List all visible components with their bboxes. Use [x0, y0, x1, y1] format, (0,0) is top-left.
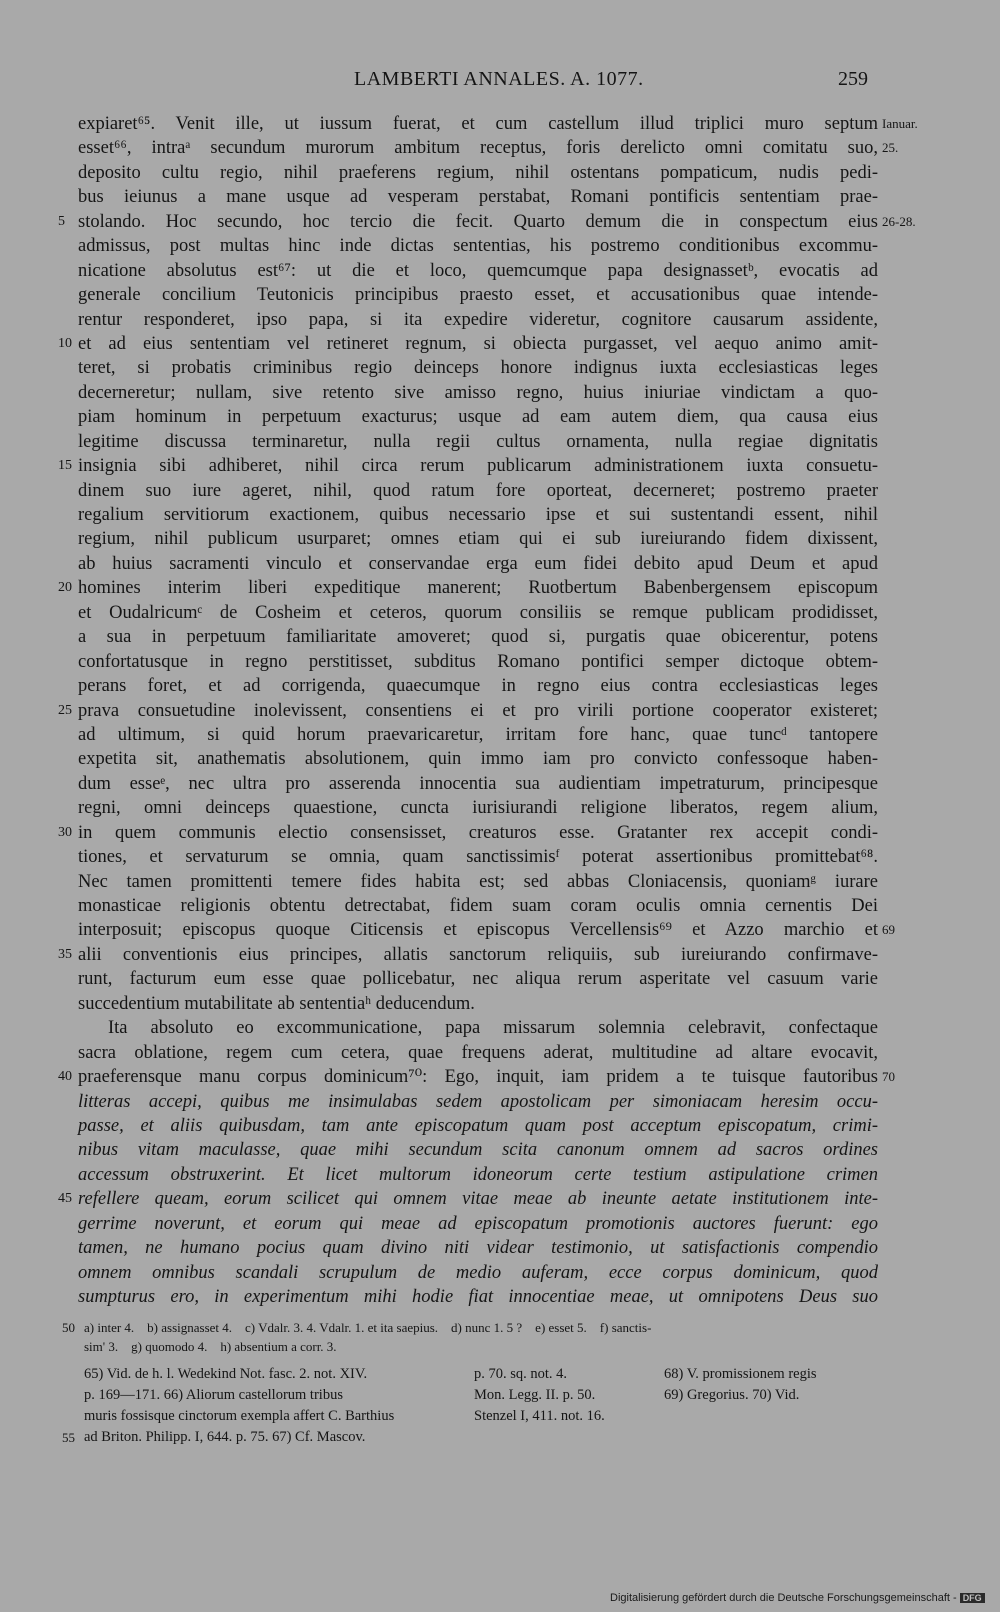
text-line	[78, 723, 878, 747]
footnote-text: 69) Gregorius. 70) Vid.	[664, 1387, 800, 1403]
footnote-row	[84, 1406, 884, 1427]
line-number: 40	[58, 1069, 72, 1085]
line-text: regni, omni deinceps quaestione, cuncta iurisiurandi religione liberatos, regem alium,	[78, 798, 878, 819]
line-text: decerneretur; nullam, sive retento sive amisso regno, huius iniuriae vindictam a quo-	[78, 382, 878, 403]
text-line	[78, 625, 878, 649]
text-line	[78, 552, 878, 576]
line-text: passe, et aliis quibusdam, tam ante episcopatum quam post acceptum episcopatum, crimi-	[78, 1115, 878, 1136]
text-line	[78, 356, 878, 380]
text-line	[58, 210, 916, 234]
text-line	[78, 283, 878, 307]
text-line	[58, 1065, 895, 1089]
text-line	[78, 1212, 878, 1236]
line-text: dinem suo iure ageret, nihil, quod ratum fore oporteat, decerneret; postremo praeter	[78, 480, 878, 501]
text-line	[78, 747, 878, 771]
line-text: litteras accepi, quibus me insimulabas sedem apostolicam per simoniacam heresim occu-	[78, 1091, 878, 1112]
text-line	[58, 576, 878, 600]
critical-apparatus	[62, 1318, 884, 1356]
page-number: 259	[838, 68, 868, 90]
footnote-row	[84, 1364, 884, 1385]
text-line	[78, 185, 878, 209]
text-line	[78, 870, 878, 894]
line-number: 35	[58, 946, 72, 962]
text-line	[58, 332, 878, 356]
text-line	[78, 1041, 878, 1065]
text-line	[78, 308, 878, 332]
text-line	[78, 918, 895, 942]
line-text: admissus, post multas hinc inde dictas sententias, his postremo conditionibus excommu-	[78, 236, 878, 257]
line-text: succedentium mutabilitate ab sententiaʰ deducendum.	[78, 993, 475, 1014]
text-line	[58, 454, 878, 478]
footnote-text: 68) V. promissionem regis	[664, 1366, 817, 1382]
text-line	[78, 1236, 878, 1260]
dfg-logo: DFG	[960, 1593, 985, 1603]
line-text: nicatione absolutus est⁶⁷: ut die et loco, quemcumque papa designassetᵇ, evocatis ad	[78, 260, 878, 281]
line-text: alii conventionis eius principes, allatis sanctorum reliquiis, sub iureiurando confirmave-	[78, 944, 878, 965]
line-text: ab huius sacramenti vinculo et conservandae erga eum fidei debito apud Deum et apud	[78, 553, 878, 574]
line-text: in quem communis electio consensisset, creaturos esse. Gratanter rex accepit condi-	[78, 822, 878, 843]
line-text: piam hominum in perpetuum exacturus; usque ad eam autem diem, qua causa eius	[78, 407, 878, 428]
apparatus-line	[62, 1318, 884, 1337]
line-text: bus ieiunus a mane usque ad vesperam perstabat, Romani pontificis sententiam prae-	[78, 187, 878, 208]
line-text: legitime discussa terminaretur, nulla regii cultus ornamenta, nulla regiae dignitatis	[78, 431, 878, 452]
text-line	[78, 1090, 878, 1114]
margin-note: 70	[882, 1069, 895, 1085]
text-line	[78, 161, 878, 185]
footnote-text: muris fossisque cinctorum exempla affert C. Barthius	[84, 1408, 395, 1424]
text-line	[78, 601, 878, 625]
text-line	[78, 405, 878, 429]
line-text: confortatusque in regno perstitisset, subditus Romano pontifici semper dictoque obtem-	[78, 651, 878, 672]
line-text: rentur responderet, ipso papa, si ita expedire videretur, cognitore causarum assidente,	[78, 309, 878, 330]
footnote-text: p. 169—171. 66) Aliorum castellorum tribus	[84, 1387, 343, 1403]
text-line	[78, 967, 878, 991]
line-number: 55	[62, 1430, 75, 1445]
line-number: 45	[58, 1191, 72, 1207]
text-line	[78, 650, 878, 674]
line-text: expiaret⁶⁵. Venit ille, ut iussum fuerat, et cum castellum illud triplici muro septum	[78, 114, 878, 134]
line-text: refellere queam, eorum scilicet qui omnem vitae meae ab ineunte aetate institutionem inte-	[78, 1189, 878, 1210]
line-text: esset⁶⁶, intraᵃ secundum murorum ambitum receptus, foris derelicto omni comitatu suo,	[78, 138, 878, 159]
line-text: homines interim liberi expeditique manerent; Ruotbertum Babenbergensem episcopum	[78, 578, 878, 599]
text-line	[78, 430, 878, 454]
text-line	[78, 992, 878, 1016]
footnote-text: Stenzel I, 411. not. 16.	[474, 1408, 605, 1424]
text-line	[58, 1187, 878, 1211]
line-text: Ita absoluto eo excommunicatione, papa missarum solemnia celebravit, confectaque	[108, 1018, 878, 1039]
text-line	[78, 1138, 878, 1162]
footer-text: Digitalisierung gefördert durch die Deutsche Forschungsgemeinschaft -	[610, 1592, 957, 1604]
text-line	[78, 503, 878, 527]
line-text: sumpturus ero, in experimentum mihi hodie fiat innocentiae meae, ut omnipotens Deus suo	[78, 1287, 878, 1307]
text-line	[78, 772, 878, 796]
text-line	[78, 1163, 878, 1187]
line-text: generale concilium Teutonicis principibus praesto esset, et accusationibus quae intende-	[78, 285, 878, 306]
margin-note: 25.	[882, 140, 899, 156]
line-text: insignia sibi adhiberet, nihil circa rerum publicarum administrationem iuxta consuetu-	[78, 456, 878, 477]
line-text: ad ultimum, si quid horum praevaricaretur, irritam fore hanc, quae tuncᵈ tantopere	[78, 724, 878, 745]
footnote-row	[84, 1385, 884, 1406]
line-text: expetita sit, anathematis absolutionem, quin immo iam pro convicto confessoque haben-	[78, 749, 878, 770]
line-text: stolando. Hoc secundo, hoc tercio die fecit. Quarto demum die in conspectum eius	[78, 211, 878, 232]
line-number: 10	[58, 335, 72, 351]
text-line	[78, 796, 878, 820]
line-text: Nec tamen promittenti temere fides habita est; sed abbas Cloniacensis, quoniamᵍ iurare	[78, 871, 878, 892]
line-number: 5	[58, 213, 65, 229]
line-text: gerrime noverunt, et eorum qui meae ad episcopatum promotionis auctores fuerunt: ego	[78, 1213, 878, 1234]
text-line	[78, 112, 918, 136]
line-number: 30	[58, 824, 72, 840]
line-text: prava consuetudine inolevissent, consentiens ei et pro virili portione cooperator existeret;	[78, 700, 878, 721]
text-line	[78, 845, 878, 869]
line-text: et ad eius sententiam vel retineret regnum, si obiecta purgasset, vel aequo animo amit-	[78, 333, 878, 354]
footnote-text: 65) Vid. de h. l. Wedekind Not. fasc. 2. not. XIV.	[84, 1366, 368, 1382]
apparatus-text: sim' 3. g) quomodo 4. h) absentium a corr. 3.	[84, 1339, 337, 1354]
line-text: sacra oblatione, regem cum cetera, quae frequens aderat, multitudine ad altare evocavit,	[78, 1042, 878, 1063]
line-text: et Oudalricumᶜ de Cosheim et ceteros, quorum consiliis se remque publicam prodidisset,	[78, 602, 878, 623]
text-line	[78, 479, 878, 503]
footnote-text: Mon. Legg. II. p. 50.	[474, 1387, 596, 1403]
text-line	[78, 1261, 878, 1285]
apparatus-text: a) inter 4. b) assignasset 4. c) Vdalr. 3. 4. Vdalr. 1. et ita saepius. d) nunc 1. 5 ? e) esset 5. f) sanctis-	[84, 1320, 652, 1335]
line-text: omnem omnibus scandali scrupulum de medio auferam, ecce corpus dominicum, quod	[78, 1262, 878, 1283]
text-line	[78, 1285, 878, 1309]
line-text: tamen, ne humano pocius quam divino niti videar testimonio, ut satisfactionis compendio	[78, 1238, 878, 1259]
text-line	[78, 381, 878, 405]
page-header	[0, 68, 1000, 98]
footnotes	[62, 1364, 884, 1448]
text-line	[58, 699, 878, 723]
margin-note: 69	[882, 922, 895, 938]
running-title: LAMBERTI ANNALES. A. 1077.	[354, 68, 644, 90]
line-number: 25	[58, 702, 72, 718]
text-line	[78, 234, 878, 258]
line-number: 20	[58, 580, 72, 596]
line-text: interposuit; episcopus quoque Citicensis et episcopus Vercellensis⁶⁹ et Azzo marchio et	[78, 920, 878, 941]
main-text	[58, 112, 918, 1309]
line-text: perans foret, et ad corrigenda, quaecumque in regno eius contra ecclesiasticas leges	[78, 676, 878, 697]
apparatus-line	[84, 1337, 884, 1356]
line-text: regium, nihil publicum usurparet; omnes etiam qui ei sub iureiurando fidem dixissent,	[78, 529, 878, 550]
line-text: praeferensque manu corpus dominicum⁷⁰: Ego, inquit, iam pridem a te tuisque fautoribus	[78, 1067, 878, 1088]
footer-credit	[610, 1592, 985, 1604]
margin-note: 26-28.	[882, 213, 916, 229]
footnote-text: ad Briton. Philipp. I, 644. p. 75. 67) Cf. Mascov.	[84, 1429, 366, 1445]
line-number: 50	[62, 1320, 75, 1335]
line-text: teret, si probatis criminibus regio deinceps honore indignus iuxta ecclesiasticas leges	[78, 358, 878, 379]
line-text: nibus vitam maculasse, quae mihi secundum scita canonum omnem ad sacros ordines	[78, 1140, 878, 1161]
line-text: a sua in perpetuum familiaritate amoveret; quod si, purgatis quae obicerentur, potens	[78, 627, 878, 648]
line-text: runt, facturum eum esse quae pollicebatur, nec aliqua rerum asperitate vel casuum varie	[78, 969, 878, 990]
text-line	[58, 943, 878, 967]
line-text: tiones, et servaturum se omnia, quam sanctissimisᶠ poterat assertionibus promittebat⁶⁸.	[78, 847, 878, 868]
line-text: deposito cultu regio, nihil praeferens regium, nihil ostentans pompaticum, nudis pedi-	[78, 162, 878, 183]
footnote-text: p. 70. sq. not. 4.	[474, 1366, 568, 1382]
text-line	[78, 259, 878, 283]
line-text: monasticae religionis obtentu detrectabat, fidem suam coram oculis omnia cernentis Dei	[78, 896, 878, 916]
margin-note: Ianuar.	[882, 116, 918, 131]
text-line	[78, 527, 878, 551]
text-line	[78, 894, 878, 918]
line-text: dum esseᵉ, nec ultra pro asserenda innocentia sua audientiam impetraturum, principesque	[78, 773, 878, 794]
text-line	[78, 674, 878, 698]
text-line	[78, 1016, 878, 1040]
footnote-row	[62, 1427, 884, 1448]
text-line	[78, 1114, 878, 1138]
text-line	[58, 821, 878, 845]
text-line	[78, 136, 899, 160]
line-text: regalium servitiorum exactionem, quibus necessario ipse et sui sustentandi essent, nihil	[78, 505, 878, 525]
line-text: accessum obstruxerint. Et licet multorum idoneorum certe testium astipulatione crimen	[78, 1164, 878, 1185]
line-number: 15	[58, 458, 72, 474]
